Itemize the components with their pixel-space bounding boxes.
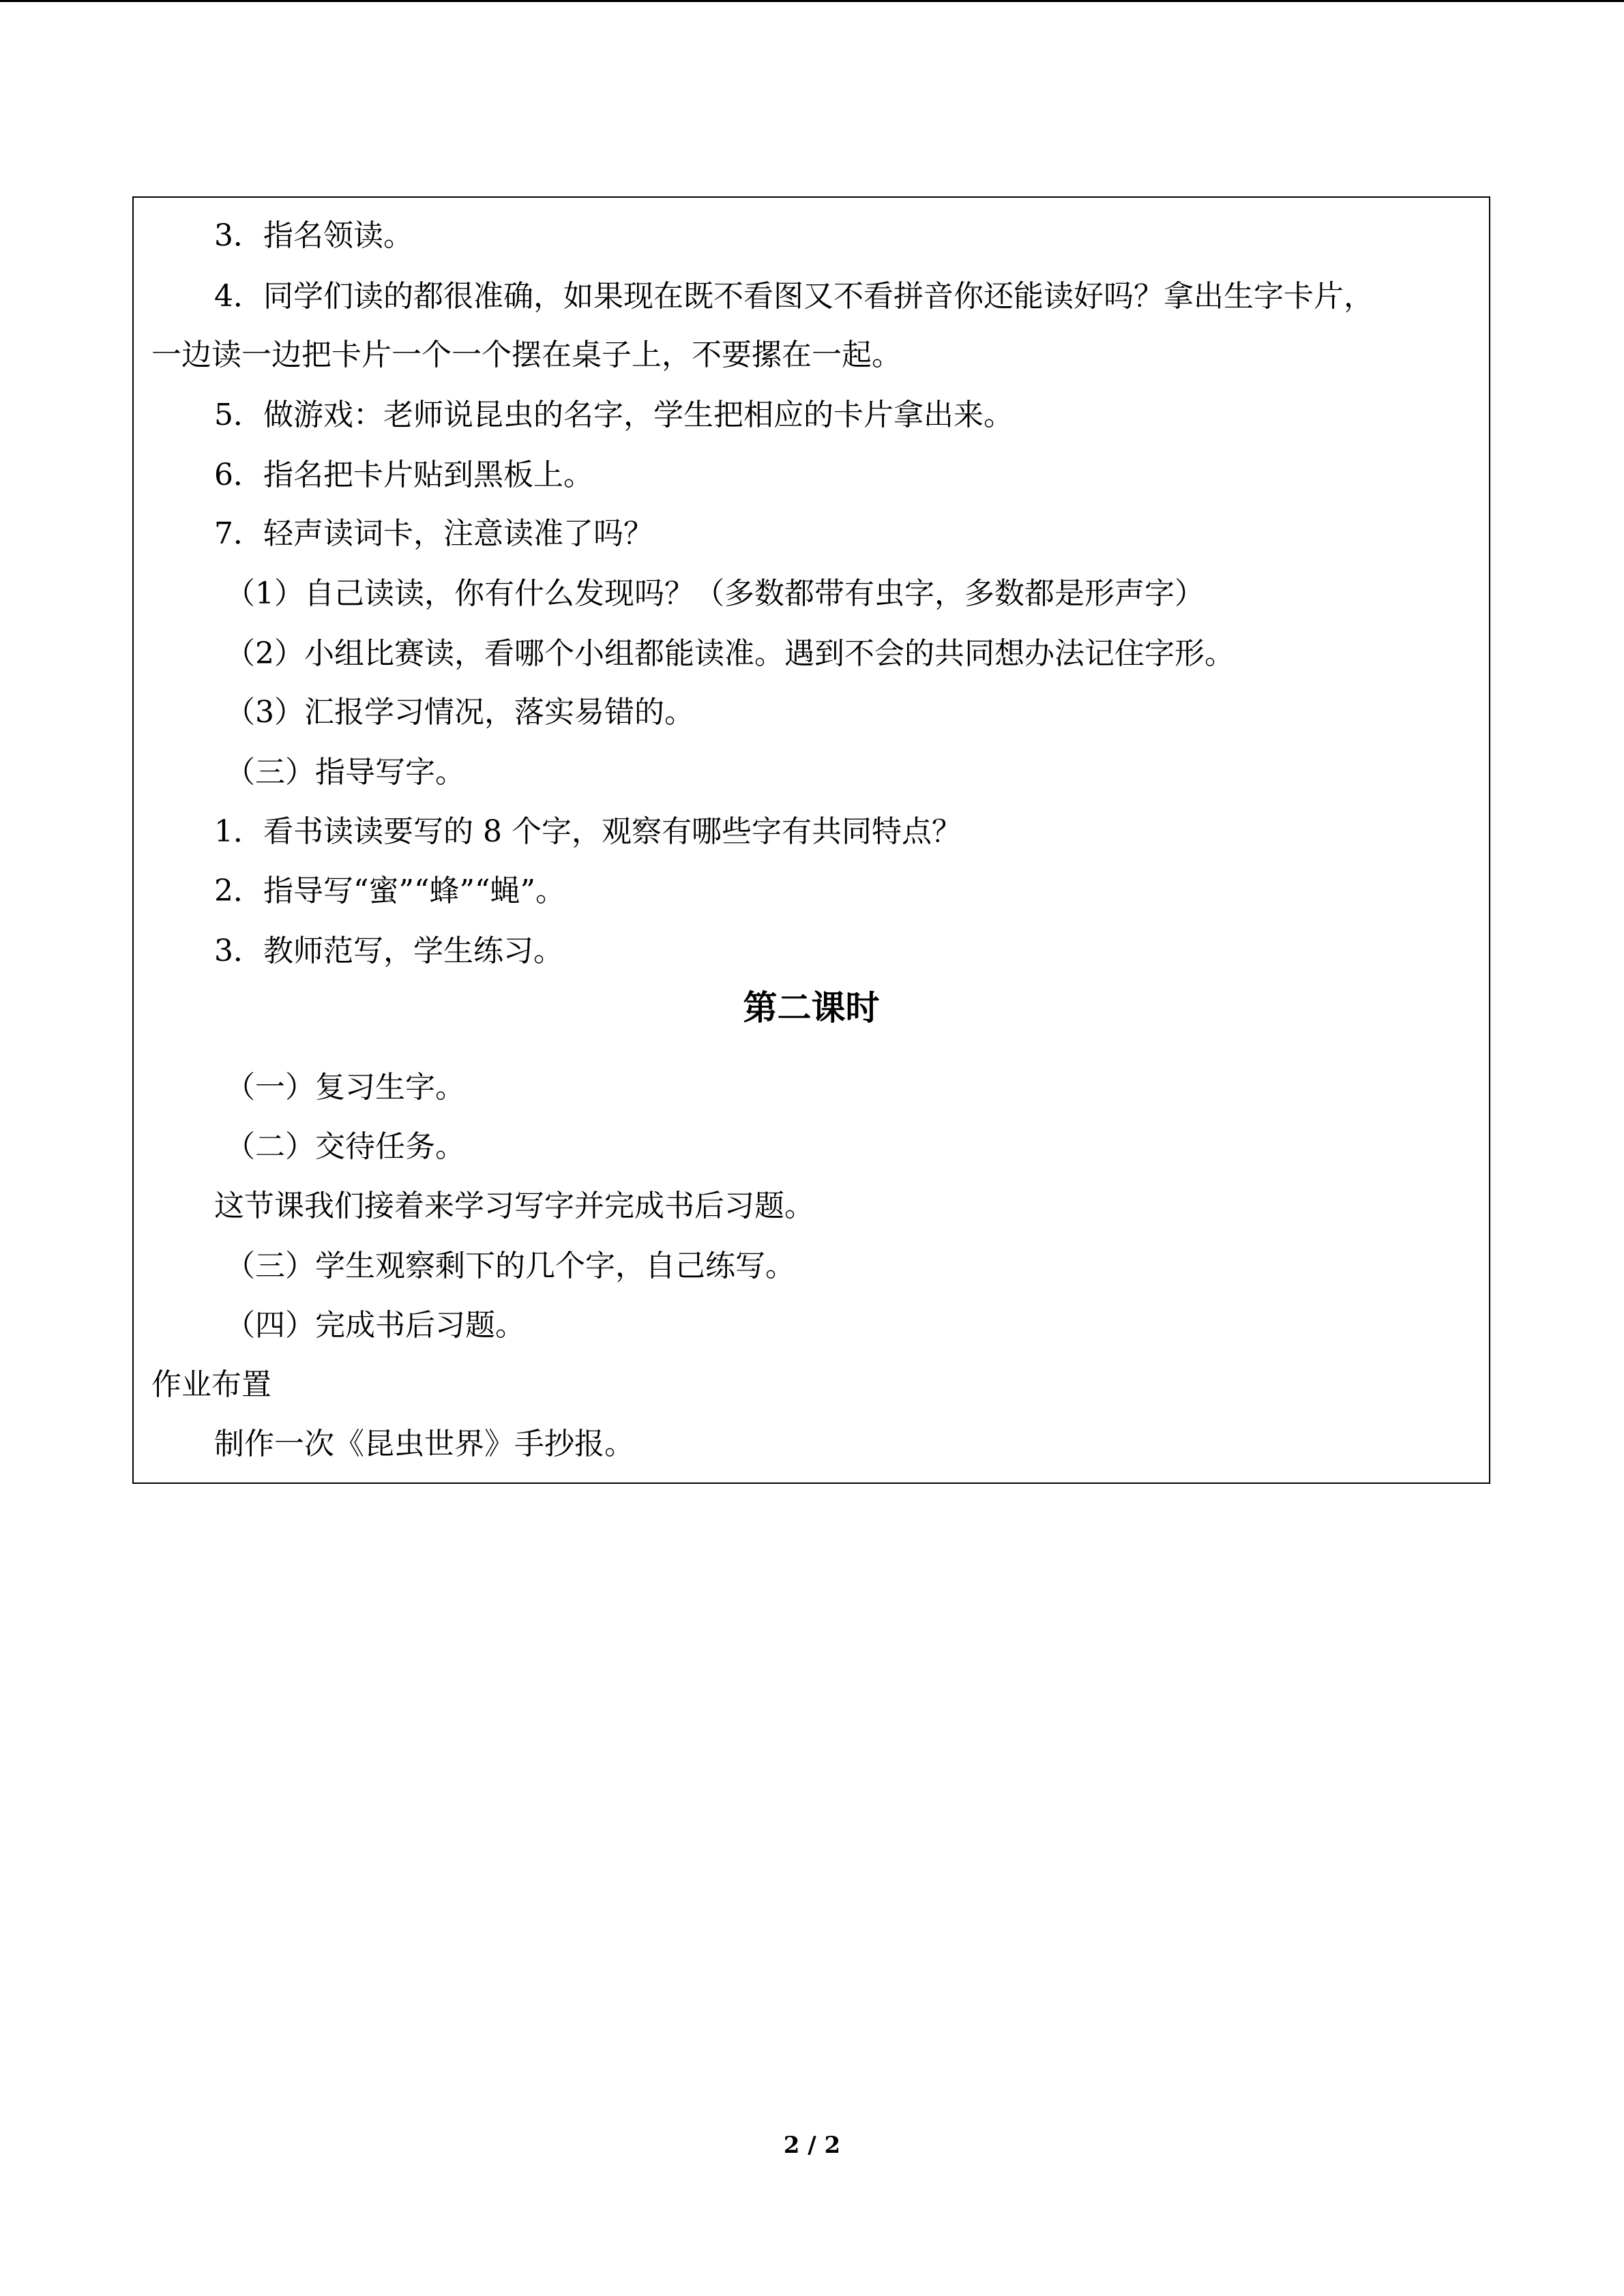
period2-item-2-line: （二）交待任务。: [225, 1129, 465, 1164]
homework-label: 作业布置: [151, 1367, 271, 1402]
page-number: 2 / 2: [783, 2132, 841, 2159]
lesson-plan-box: [132, 196, 1490, 1484]
writing-step-2-line: 2．指导写“蜜”“蜂”“蝇”。: [214, 874, 565, 908]
writing-step-1-line: 1．看书读读要写的 8 个字，观察有哪些字有共同特点？: [214, 814, 962, 849]
step-4-continuation-line: 一边读一边把卡片一个一个摆在桌子上，不要摞在一起。: [151, 338, 902, 372]
second-period-title: 第二课时: [743, 988, 880, 1028]
substep-3-line: （3）汇报学习情况，落实易错的。: [225, 695, 694, 730]
writing-step-3-line: 3．教师范写，学生练习。: [214, 934, 563, 968]
step-5-line: 5．做游戏：老师说昆虫的名字，学生把相应的卡片拿出来。: [214, 398, 1014, 432]
top-border-line: [0, 0, 1624, 2]
section-3-heading-line: （三）指导写字。: [225, 755, 465, 790]
step-7-line: 7．轻声读词卡，注意读准了吗？: [214, 516, 653, 551]
period2-item-4-line: （四）完成书后习题。: [225, 1308, 525, 1343]
homework-text: 制作一次《昆虫世界》手抄报。: [214, 1427, 634, 1461]
step-3-line: 3．指名领读。: [214, 218, 413, 253]
step-4-line: 4．同学们读的都很准确，如果现在既不看图又不看拼音你还能读好吗？拿出生字卡片，: [214, 279, 1374, 314]
substep-1-line: （1）自己读读，你有什么发现吗？（多数都带有虫字，多数都是形声字）: [225, 576, 1205, 611]
step-6-line: 6．指名把卡片贴到黑板上。: [214, 458, 593, 492]
period2-item-1-line: （一）复习生字。: [225, 1070, 465, 1105]
substep-2-line: （2）小组比赛读，看哪个小组都能读准。遇到不会的共同想办法记住字形。: [225, 636, 1235, 671]
period2-item-2-detail-line: 这节课我们接着来学习写字并完成书后习题。: [214, 1189, 814, 1223]
period2-item-3-line: （三）学生观察剩下的几个字，自己练写。: [225, 1249, 795, 1283]
